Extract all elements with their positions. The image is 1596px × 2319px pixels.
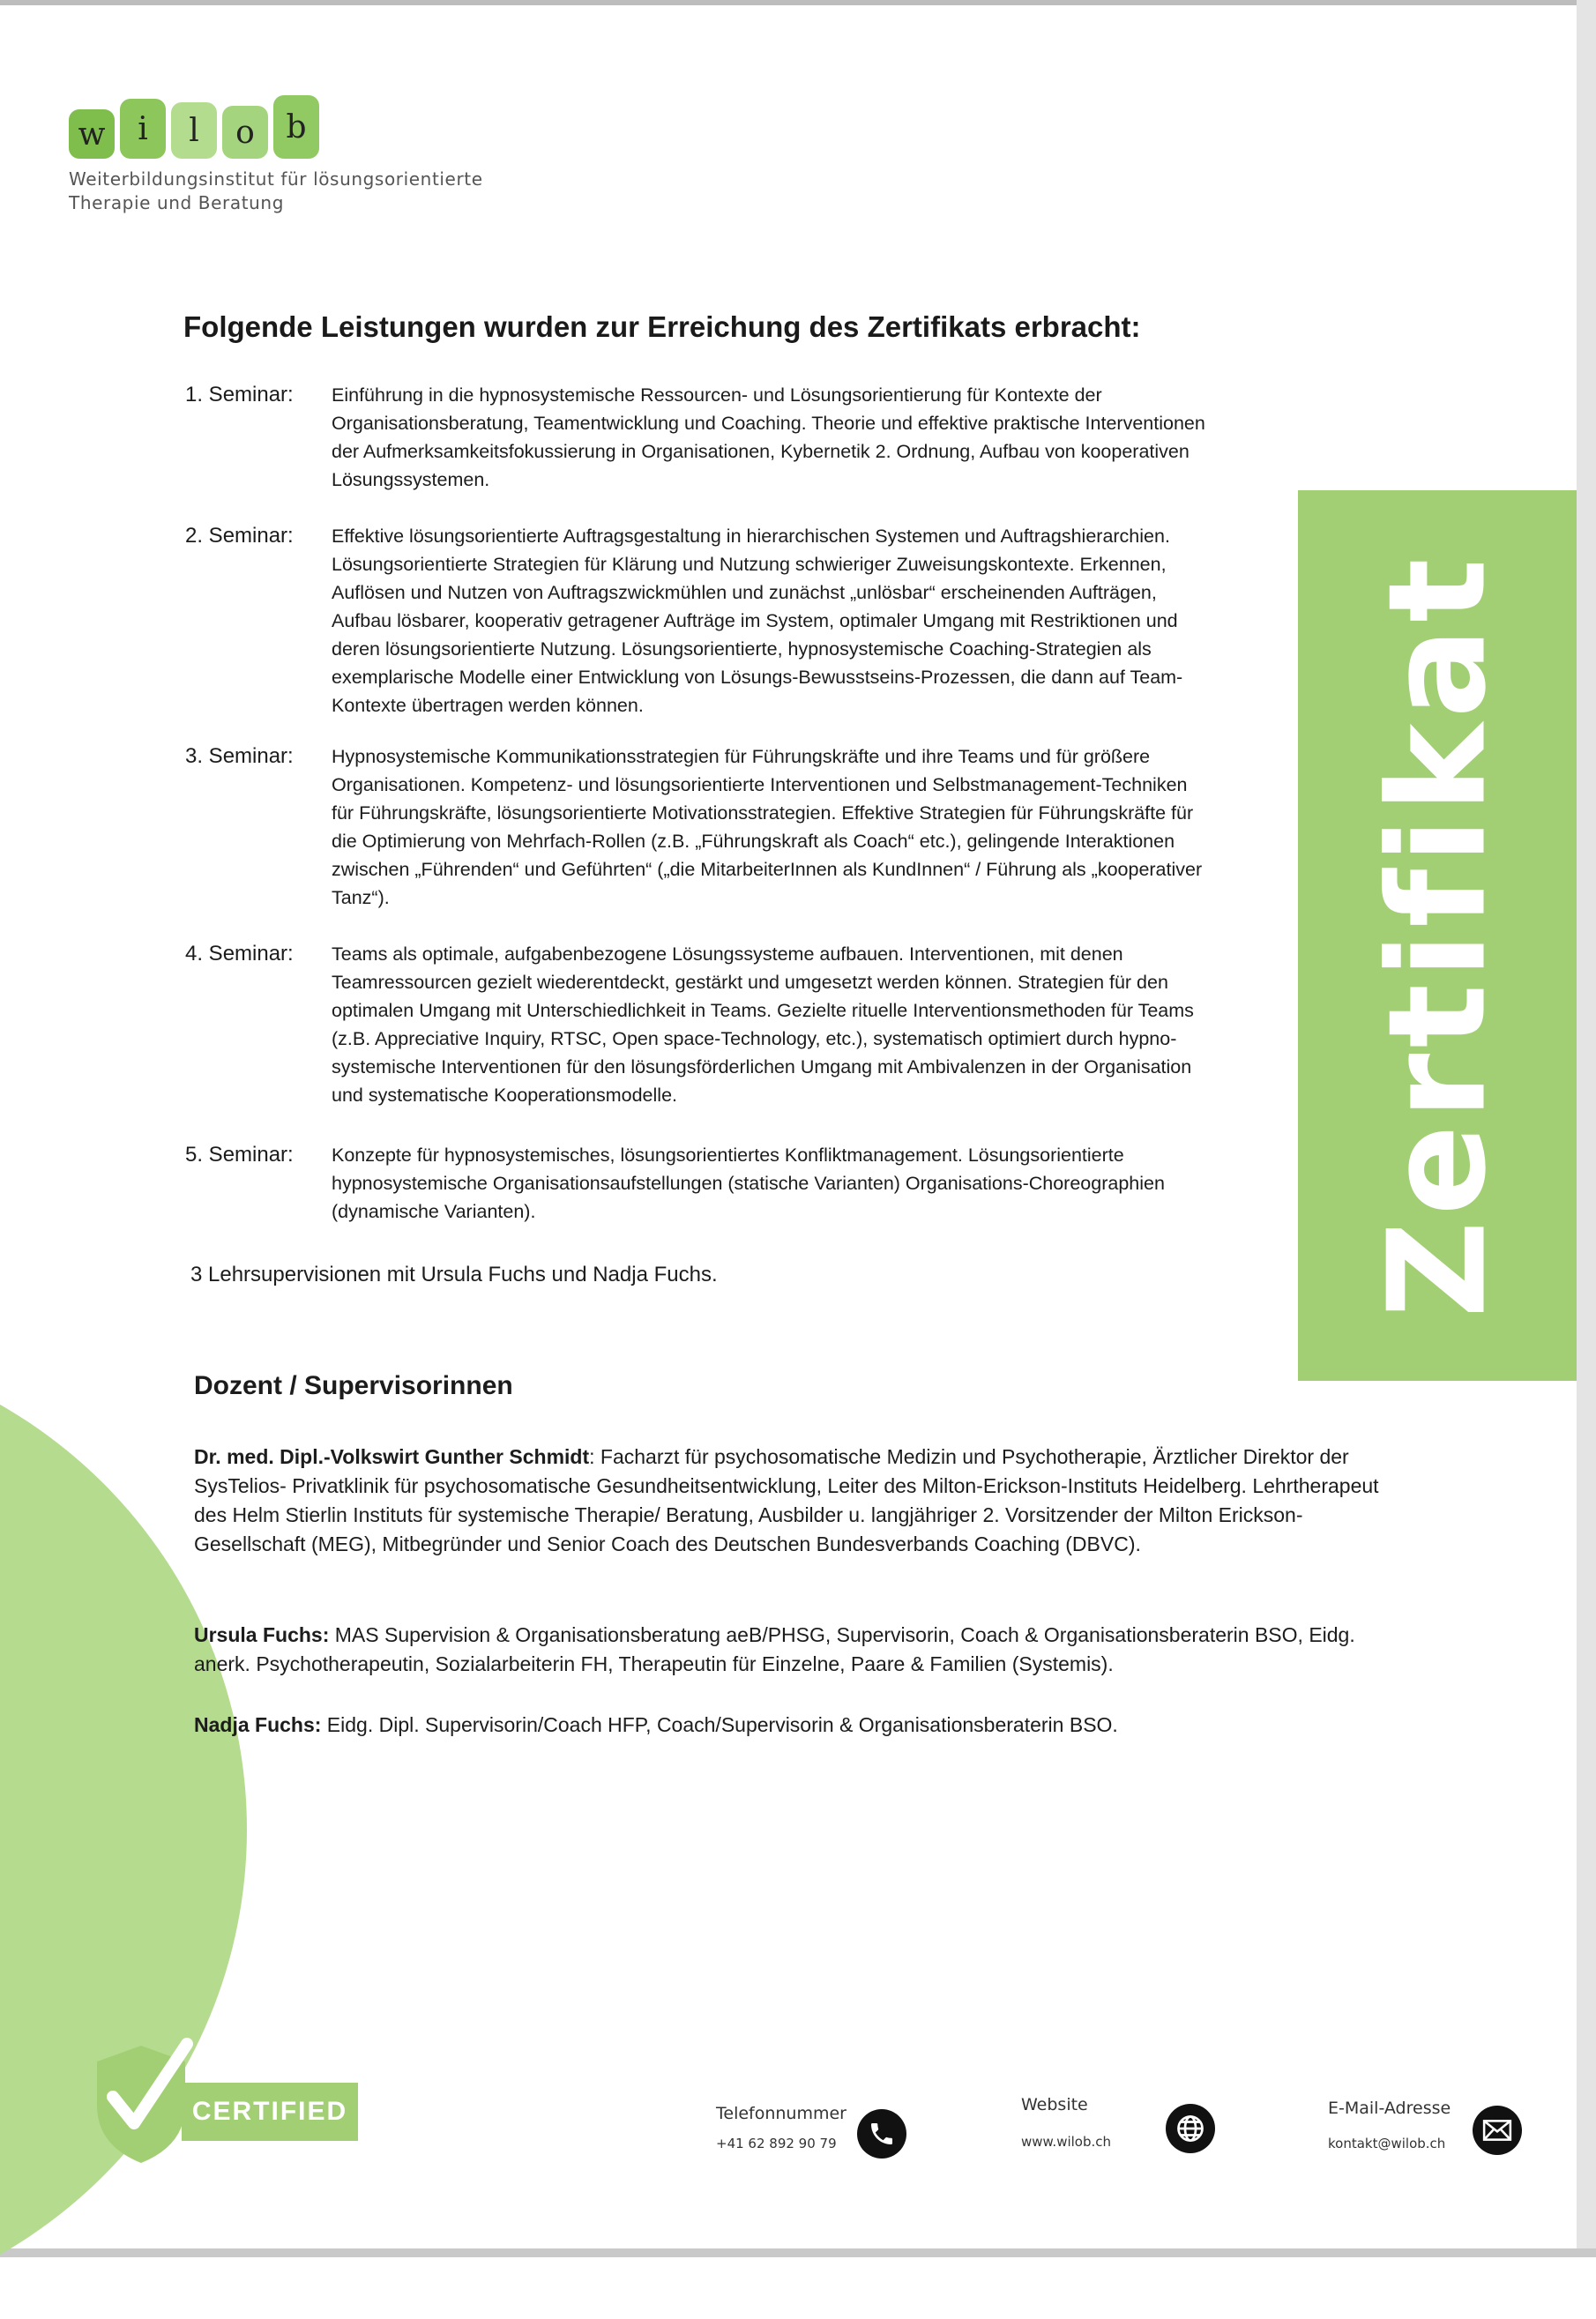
zertifikat-band [1298,490,1577,1381]
logo-tile: o [222,106,268,159]
phone-value: +41 62 892 90 79 [716,2136,837,2151]
seminar-text: Konzepte für hypnosystemisches, lösungsorientiertes Konfliktmanagement. Lösungsorientierte hypnosystemische Organisationsaufstellungen (statische Varianten) Organisations-Choreographien (dynamische Varianten). [332,1145,1165,1222]
bio-name: Ursula Fuchs: [194,1623,330,1646]
contact-website [1021,2095,1112,2150]
website-label: Website [1021,2095,1088,2114]
seminar-item [185,1141,1279,1226]
seminar-label: 4. Seminar: [185,942,294,966]
bio-text: : Facharzt für psychosomatische Medizin und Psychotherapie, Ärztlicher Direktor der SysTelios- Privatklinik für psychosomatische Gesundheitsentwicklung, Leiter des Milton-Erickson-Instituts Heidelberg. Lehrtherapeut des Helm Stierlin Instituts für systemische Therapie/ Beratung, Ausbilder u. langjähriger 2. Vorsitzender der Milton Erickson-Gesellschaft (MEG), Mitbegründer und Senior Coach des Deutschen Bundesverbands Coaching (DBVC). [194,1445,1379,1555]
seminar-text: Hypnosystemische Kommunikationsstrategien für Führungskräfte und ihre Teams und für größere Organisationen. Kompetenz- und lösungsorientierte Interventionen und Selbstmanagement-Techniken für Führungskräfte, lösungsorientierte Motivationsstrategien. Effektive Strategien für Führungskräfte für die Optimierung von Mehrfach-Rollen (z.B. „Führungskraft als Coach“ etc.), gelingende Interaktionen zwischen „Führenden“ und Geführten“ („die MitarbeiterInnen als KundInnen“ / Führung als „kooperativer Tanz“). [332,746,1203,908]
phone-label: Telefonnummer [716,2104,846,2123]
bio-name: Nadja Fuchs: [194,1713,322,1736]
website-value[interactable]: www.wilob.ch [1021,2134,1112,2150]
bio-text: Eidg. Dipl. Supervisorin/Coach HFP, Coach/Supervisorin & Organisationsberaterin BSO. [321,1713,1118,1736]
bio-ursula-fuchs [194,1621,1411,1679]
logo-tiles [69,95,483,159]
bio-gunther-schmidt [194,1443,1411,1559]
logo-tile: l [171,102,217,159]
phone-icon [857,2109,906,2159]
certified-label: CERTIFIED [182,2083,358,2141]
seminar-item [185,522,1279,720]
page-heading: Folgende Leistungen wurden zur Erreichung des Zertifikats erbracht: [183,310,1141,343]
shield-check-icon [88,2035,194,2167]
logo-tile: w [69,109,115,159]
seminar-label: 3. Seminar: [185,744,294,768]
envelope-icon [1473,2106,1522,2155]
globe-icon [1166,2104,1215,2153]
zertifikat-title: Zertifikat [1359,553,1516,1318]
email-value[interactable]: kontakt@wilob.ch [1328,2136,1446,2151]
logo-tile: b [273,95,319,159]
email-label: E-Mail-Adresse [1328,2099,1451,2118]
seminar-text: Effektive lösungsorientierte Auftragsgestaltung in hierarchischen Systemen und Auftragshierarchien. Lösungsorientierte Strategien für Klärung und Nutzung schwieriger Zuweisungskontexte. Erkennen, Auflösen und Nutzen von Auftragszwickmühlen und zunächst „unlösbar“ erscheinenden Aufträgen, Aufbau lösbarer, kooperativ getragener Aufträge im System, optimaler Umgang mit Restriktionen und deren lösungsorientierte Nutzung. Lösungsorientierte, hypnosystemische Coaching-Strategien als exemplarische Modelle einer Entwicklung von Lösungs-Bewusstseins-Prozessen, die dann auf Team-Kontexte übertragen werden können. [332,526,1183,716]
bio-text: MAS Supervision & Organisationsberatung aeB/PHSG, Supervisorin, Coach & Organisationsberaterin BSO, Eidg. anerk. Psychotherapeutin, Sozialarbeiterin FH, Therapeutin für Einzelne, Paare & Familien (Systemis). [194,1623,1355,1675]
seminar-label: 5. Seminar: [185,1143,294,1167]
logo-tagline-line1: Weiterbildungsinstitut für lösungsorientierte [69,168,483,190]
seminar-label: 1. Seminar: [185,383,294,406]
scan-edge-bottom [0,2248,1596,2257]
dozent-heading: Dozent / Supervisorinnen [194,1371,513,1400]
contact-phone [716,2104,846,2151]
logo-tagline [69,168,483,215]
logo-tagline-line2: Therapie und Beratung [69,192,284,213]
certified-badge [88,2035,348,2172]
lehrsupervisionen-note: 3 Lehrsupervisionen mit Ursula Fuchs und Nadja Fuchs. [190,1263,718,1286]
seminar-item [185,742,1279,912]
bio-name: Dr. med. Dipl.-Volkswirt Gunther Schmidt [194,1445,590,1468]
contact-email [1328,2099,1451,2151]
seminar-text: Teams als optimale, aufgabenbezogene Lösungssysteme aufbauen. Interventionen, mit denen Teamressourcen gezielt wiederentdeckt, gestärkt und umgesetzt werden können. Strategien für den optimalen Umgang mit Unterschiedlichkeit in Teams. Gezielte rituelle Interventionsmethoden für Teams (z.B. Appreciative Inquiry, RTSC, Open space-Technology, etc.), systematisch optimiert durch hypno-systemische Interventionen für den lösungsförderlichen Umgang mit Ambivalenzen in der Organisation und systematische Kooperationsmodelle. [332,943,1194,1106]
seminar-item [185,381,1279,494]
seminar-label: 2. Seminar: [185,524,294,548]
scan-edge-right [1577,0,1596,2257]
seminar-item [185,940,1279,1109]
scan-edge-top [0,0,1596,5]
wilob-logo [69,95,483,215]
logo-tile: i [120,99,166,159]
bio-nadja-fuchs [194,1711,1411,1740]
seminar-text: Einführung in die hypnosystemische Ressourcen- und Lösungsorientierung für Kontexte der Organisationsberatung, Teamentwicklung und Coaching. Theorie und effektive praktische Interventionen der Aufmerksamkeitsfokussierung in Organisationen, Kybernetik 2. Ordnung, Aufbau von kooperativen Lösungssystemen. [332,384,1205,490]
